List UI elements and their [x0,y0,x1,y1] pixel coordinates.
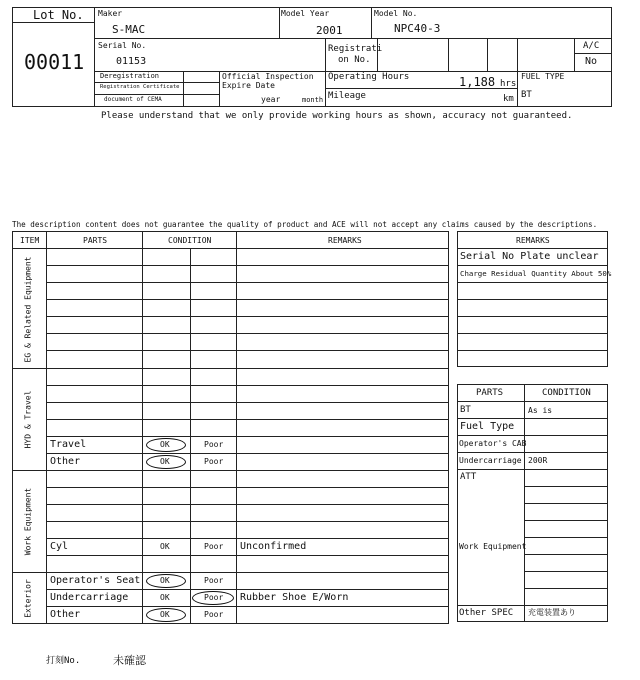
fuel-label: Fuel Type [460,421,515,432]
ext-other-poor: Poor [204,610,224,619]
row-line [524,571,608,572]
stamp-label: 打刻No. [46,656,81,666]
model-year-value: 2001 [316,24,343,37]
other-spec-value: 充電装置あり [528,608,576,617]
row-line [457,435,608,436]
cyl-ok: OK [160,542,170,551]
official-inspection-label: Official Inspection [222,72,314,81]
row-line [46,316,449,317]
row-line [46,606,449,607]
reg-divider-4 [517,38,518,71]
seat-part: Operator's Seat [50,575,141,586]
parts-header: PARTS [83,236,108,245]
inspection-divider [325,71,326,107]
remark-line-1: Serial No Plate unclear [460,251,599,262]
model-no-label: Model No. [374,9,418,18]
ac-divider [574,38,575,71]
att-label: ATT [460,472,477,482]
row-line [524,537,608,538]
row-line [457,452,608,453]
hyd-other-poor: Poor [204,457,224,466]
lot-number: 00011 [24,50,85,74]
seat-poor: Poor [204,576,224,585]
hrs-label: hrs [500,79,517,89]
row-line [457,282,608,283]
row-line [457,350,608,351]
deregistration-label: Deregistration [100,72,160,80]
row-line [46,487,449,488]
section-work-label: Work Equipment [23,487,33,556]
row-line [524,503,608,504]
reg-divider-2 [448,38,449,71]
section-line-work [12,470,449,471]
model-year-label: Model Year [281,9,330,18]
undercarriage-part: Undercarriage [50,592,129,603]
row-line [46,299,449,300]
row-line [457,265,608,266]
remarks-box-header: REMARKS [516,236,550,245]
undercarriage-ok: OK [160,593,170,602]
main-header-line [12,248,449,249]
reg-divider-3 [487,38,488,71]
serial-value: 01153 [116,56,147,67]
section-eg-label: EG & Related Equipment [23,256,33,363]
description-notice: The description content does not guarantee the quality of product and ACE will not accept any claims caused by the descriptions. [12,220,598,229]
lot-divider [94,7,95,107]
serial-label: Serial No. [98,41,147,50]
bt-label: BT [460,405,471,415]
row-line [46,453,449,454]
undercarriage-remark: Rubber Shoe E/Worn [240,592,349,603]
under-label: Undercarriage [459,456,522,465]
operating-hours-value: 1,188 [459,75,496,89]
row-line [524,554,608,555]
row-line [46,265,449,266]
row-line [457,333,608,334]
condition-header: CONDITION [168,236,212,245]
maker-label: Maker [98,9,123,18]
ac-mid-line [574,53,612,54]
row-line [46,589,449,590]
hours-notice: Please understand that we only provide working hours as shown, accuracy not guaranteed. [101,111,573,121]
row-line [457,316,608,317]
reg-cert-label: Registration Certificate [100,84,180,90]
work-equipment-label: Work Equipment [459,542,527,551]
condition-table-header: CONDITION [542,388,591,398]
row-line [457,418,608,419]
main-table [12,231,449,624]
cyl-poor: Poor [204,542,224,551]
fuel-divider [517,71,518,107]
reg-divider-1 [377,38,378,71]
km-label: km [503,94,514,104]
lot-label: Lot No. [33,8,84,22]
row-line [524,588,608,589]
dereg-line-2 [94,94,219,95]
row-line [46,419,449,420]
dereg-divider-b [219,71,220,107]
fuel-type-label: FUEL TYPE [521,72,565,81]
model-year-divider [371,7,372,38]
row-line [46,521,449,522]
under-value: 200R [528,456,548,465]
mileage-label: Mileage [328,91,366,101]
row-line [524,486,608,487]
header-row-line-1 [94,38,612,39]
operating-hours-label: Operating Hours [328,72,410,82]
row-line [524,520,608,521]
stamp-value: 未確認 [113,654,146,667]
remarks-header-line [457,248,608,249]
remarks-header: REMARKS [328,236,362,245]
model-no-value: NPC40-3 [394,22,441,35]
item-col-line [46,231,47,624]
poor-col-line [236,231,237,624]
row-line [46,333,449,334]
cyl-remark: Unconfirmed [240,541,307,552]
travel-part: Travel [50,439,87,450]
bt-value: As is [528,406,553,415]
row-line [46,350,449,351]
row-line [46,555,449,556]
cyl-part: Cyl [50,541,69,552]
row-line [46,436,449,437]
dereg-divider-a [183,71,184,107]
seat-ok: OK [160,576,170,585]
registration-label-1: Registrati [328,44,383,54]
hyd-other-ok: OK [160,457,170,466]
ext-other-part: Other [50,609,81,620]
travel-poor: Poor [204,440,224,449]
remark-line-2: Charge Residual Quantity About 50% [460,269,612,278]
item-header: ITEM [20,236,40,245]
lot-label-line [12,22,94,23]
year-label: year [261,95,281,104]
row-line [46,538,449,539]
month-label: month [302,96,324,104]
ac-value: No [585,56,598,67]
section-hyd-label: HYD & Travel [23,390,33,449]
row-line [46,282,449,283]
row-line [46,504,449,505]
dereg-line-1 [94,82,219,83]
registration-label-2: on No. [338,55,371,65]
row-line [457,299,608,300]
travel-ok: OK [160,440,170,449]
serial-divider [325,38,326,71]
expire-date-label: Expire Date [222,81,275,90]
hyd-other-part: Other [50,456,81,467]
parts-table-header: PARTS [476,388,504,398]
fuel-type-value: BT [521,90,532,100]
ext-other-ok: OK [160,610,170,619]
section-line-ext [12,572,449,573]
ac-label: A/C [583,41,600,51]
row-line [46,402,449,403]
section-line-hyd [12,368,449,369]
section-exterior-label: Exterior [23,579,33,618]
parts-header-line [457,401,608,402]
row-line [457,469,608,470]
parts-col-line [142,231,143,624]
cab-label: Operator's CAB [459,439,527,448]
other-spec-label: Other SPEC [459,608,514,618]
undercarriage-poor: Poor [204,593,224,602]
maker-value: S-MAC [112,23,146,36]
row-line [46,385,449,386]
row-line [457,605,608,606]
maker-divider [279,7,280,38]
doc-cema-label: document of CEMA [104,96,162,103]
